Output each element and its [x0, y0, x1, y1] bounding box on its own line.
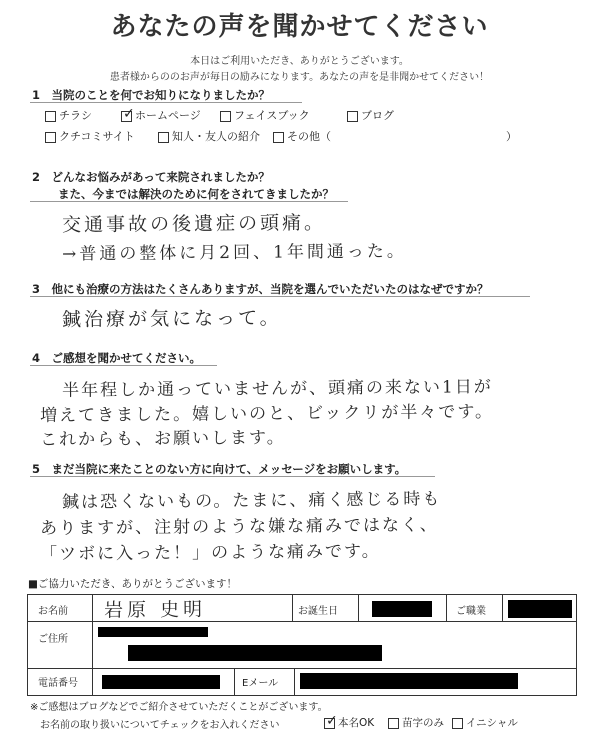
checkbox-flyer[interactable] — [45, 111, 56, 122]
option-friend-referral[interactable]: 知人・友人の紹介 — [158, 128, 260, 144]
option-initials[interactable]: イニシャル — [452, 715, 518, 730]
answer-2-line-1: 交通事故の後遺症の頭痛。 — [61, 211, 327, 237]
check-mark-icon: ✓ — [123, 105, 135, 122]
checkbox-surname-only[interactable] — [388, 718, 399, 729]
birthday-label: お誕生日 — [298, 606, 338, 617]
checkbox-facebook[interactable] — [220, 111, 231, 122]
answer-4-line-2: 増えてきました。嬉しいのと、ビックリが半々です。 — [39, 402, 495, 426]
answer-5-line-1: 鍼は恐くないもの。たまに、痛く感じる時も — [61, 489, 442, 513]
checkbox-homepage[interactable] — [121, 105, 135, 122]
answer-5-line-2: ありますが、注射のような嫌な痛みではなく、 — [39, 515, 439, 539]
footer-note: ※ご感想はブログなどでご紹介させていただくことがございます。 — [30, 702, 328, 713]
option-flyer[interactable]: チラシ — [45, 107, 92, 123]
question-2-underline — [30, 201, 348, 202]
question-3-label: 3 他にも治療の方法はたくさんありますが、当院を選んでいただいたのはなぜですか？ — [32, 282, 489, 296]
footer-handling: お名前の取り扱いについてチェックをお入れください — [40, 720, 280, 731]
answer-4-line-3: これからも、お願いします。 — [39, 427, 286, 451]
job-label: ご職業 — [456, 606, 486, 617]
name-label: お名前 — [38, 606, 68, 617]
checkbox-initials[interactable] — [452, 718, 463, 729]
redacted-address — [128, 645, 382, 661]
redacted-postcode — [98, 627, 208, 637]
form-col-divider — [446, 595, 447, 621]
checkbox-real-name-ok[interactable] — [324, 712, 338, 729]
option-homepage[interactable]: ✓ ホームページ — [123, 105, 201, 122]
email-label: Eメール — [242, 678, 279, 689]
intro-line-1: 本日はご利用いただき、ありがとうございます。 — [190, 56, 409, 67]
question-5-underline — [30, 476, 435, 477]
answer-2-line-2: →普通の整体に月2回、1年間通った。 — [61, 241, 407, 265]
form-col-divider — [502, 595, 503, 621]
option-surname-only[interactable]: 苗字のみ — [388, 715, 444, 730]
form-col-divider — [92, 595, 93, 695]
checkbox-blog[interactable] — [347, 111, 358, 122]
address-label: ご住所 — [38, 634, 68, 645]
form-col-divider — [292, 595, 293, 621]
name-value[interactable]: 岩原 史明 — [103, 598, 207, 622]
contact-form — [27, 594, 577, 696]
redacted-phone — [102, 675, 220, 689]
option-facebook[interactable]: フェイスブック — [220, 107, 310, 123]
checkbox-friend-referral[interactable] — [158, 132, 169, 143]
question-3-underline — [30, 296, 530, 297]
checkbox-other[interactable] — [273, 132, 284, 143]
phone-label: 電話番号 — [38, 678, 78, 689]
option-review-site[interactable]: クチコミサイト — [45, 128, 135, 144]
answer-3-line-1: 鍼治療が気になって。 — [61, 307, 282, 331]
redacted-email — [300, 673, 518, 689]
redacted-birthday — [372, 601, 432, 617]
question-1-underline — [30, 102, 302, 103]
question-5-label: 5 まだ当院に来たことのない方に向けて、メッセージをお願いします。 — [32, 462, 407, 476]
question-4-label: 4 ご感想を聞かせてください。 — [32, 351, 201, 365]
answer-4-line-1: 半年程しか通っていませんが、頭痛の来ない1日が — [61, 377, 493, 401]
answer-5-line-3: 「ツボに入った！」のような痛みです。 — [39, 541, 381, 565]
redacted-job — [508, 600, 572, 618]
form-row-divider — [28, 668, 576, 669]
option-other-close: ） — [506, 130, 517, 143]
option-blog[interactable]: ブログ — [347, 107, 394, 123]
check-mark-icon: ✓ — [326, 712, 338, 729]
checkbox-review-site[interactable] — [45, 132, 56, 143]
intro-line-2: 患者様からののお声が毎日の励みになります。あなたの声を是非聞かせてください！ — [109, 72, 490, 83]
question-1-label: 1 当院のことを何でお知りになりましたか？ — [32, 88, 270, 102]
option-real-name-ok[interactable]: ✓ 本名OK — [326, 712, 375, 729]
question-2-label: 2 どんなお悩みがあって来院されましたか？ — [32, 170, 270, 184]
thanks-text: ■ご協力いただき、ありがとうございます！ — [28, 578, 237, 590]
page-title: あなたの声を聞かせてください — [110, 12, 489, 42]
option-other[interactable]: その他（ — [273, 128, 331, 144]
question-4-underline — [30, 365, 217, 366]
form-col-divider — [294, 668, 295, 695]
form-col-divider — [358, 595, 359, 621]
form-col-divider — [234, 668, 235, 695]
question-2-label-2: また、今までは解決のために何をされてきましたか？ — [58, 187, 334, 201]
